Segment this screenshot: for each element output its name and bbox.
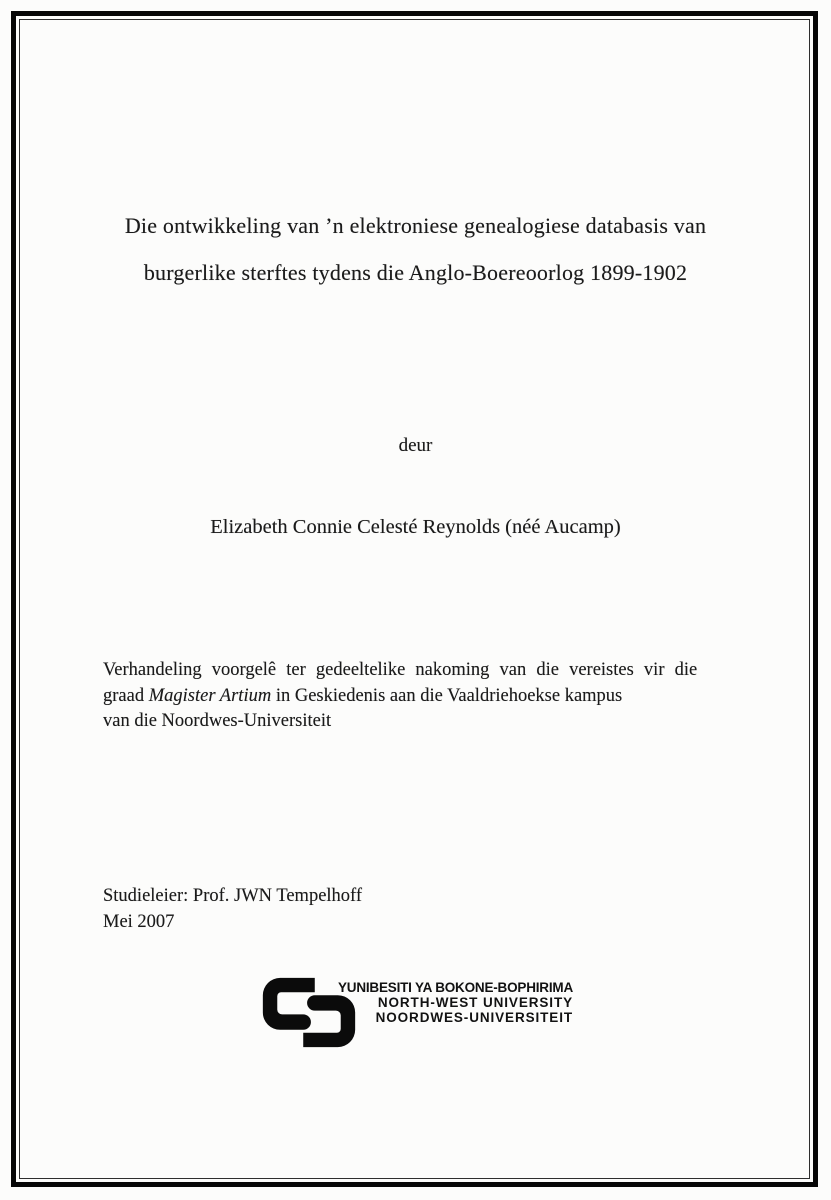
logo-text-setswana: YUNIBESITI YA BOKONE-BOPHIRIMA xyxy=(337,980,573,995)
submission-line2: graad Magister Artium in Geskiedenis aan die Vaaldriehoekse kampus xyxy=(103,685,623,706)
supervisor-block xyxy=(103,884,362,935)
date-line: Mei 2007 xyxy=(103,911,175,932)
submission-line1: Verhandeling voorgelê ter gedeeltelike nakoming van die vereistes vir die xyxy=(103,660,698,680)
thesis-title-line2: burgerlike sterftes tydens die Anglo-Boereoorlog 1899-1902 xyxy=(143,260,688,285)
logo-text-english: NORTH-WEST UNIVERSITY xyxy=(377,995,573,1011)
author-name: Elizabeth Connie Celesté Reynolds (néé Aucamp) xyxy=(210,516,621,538)
university-logo-text xyxy=(322,980,573,1026)
submission-line3: van die Noordwes-Universiteit xyxy=(103,711,332,731)
logo-text-afrikaans: NOORDWES-UNIVERSITEIT xyxy=(375,1010,573,1026)
supervisor-line: Studieleier: Prof. JWN Tempelhoff xyxy=(103,886,363,906)
university-logo xyxy=(259,974,574,1054)
thesis-title-line1: Die ontwikkeling van ’n elektroniese genealogiese databasis van xyxy=(124,213,707,238)
thesis-title xyxy=(40,202,791,296)
degree-name: Magister Artium xyxy=(148,685,272,706)
byline: deur xyxy=(398,435,433,456)
submission-statement xyxy=(103,658,733,735)
